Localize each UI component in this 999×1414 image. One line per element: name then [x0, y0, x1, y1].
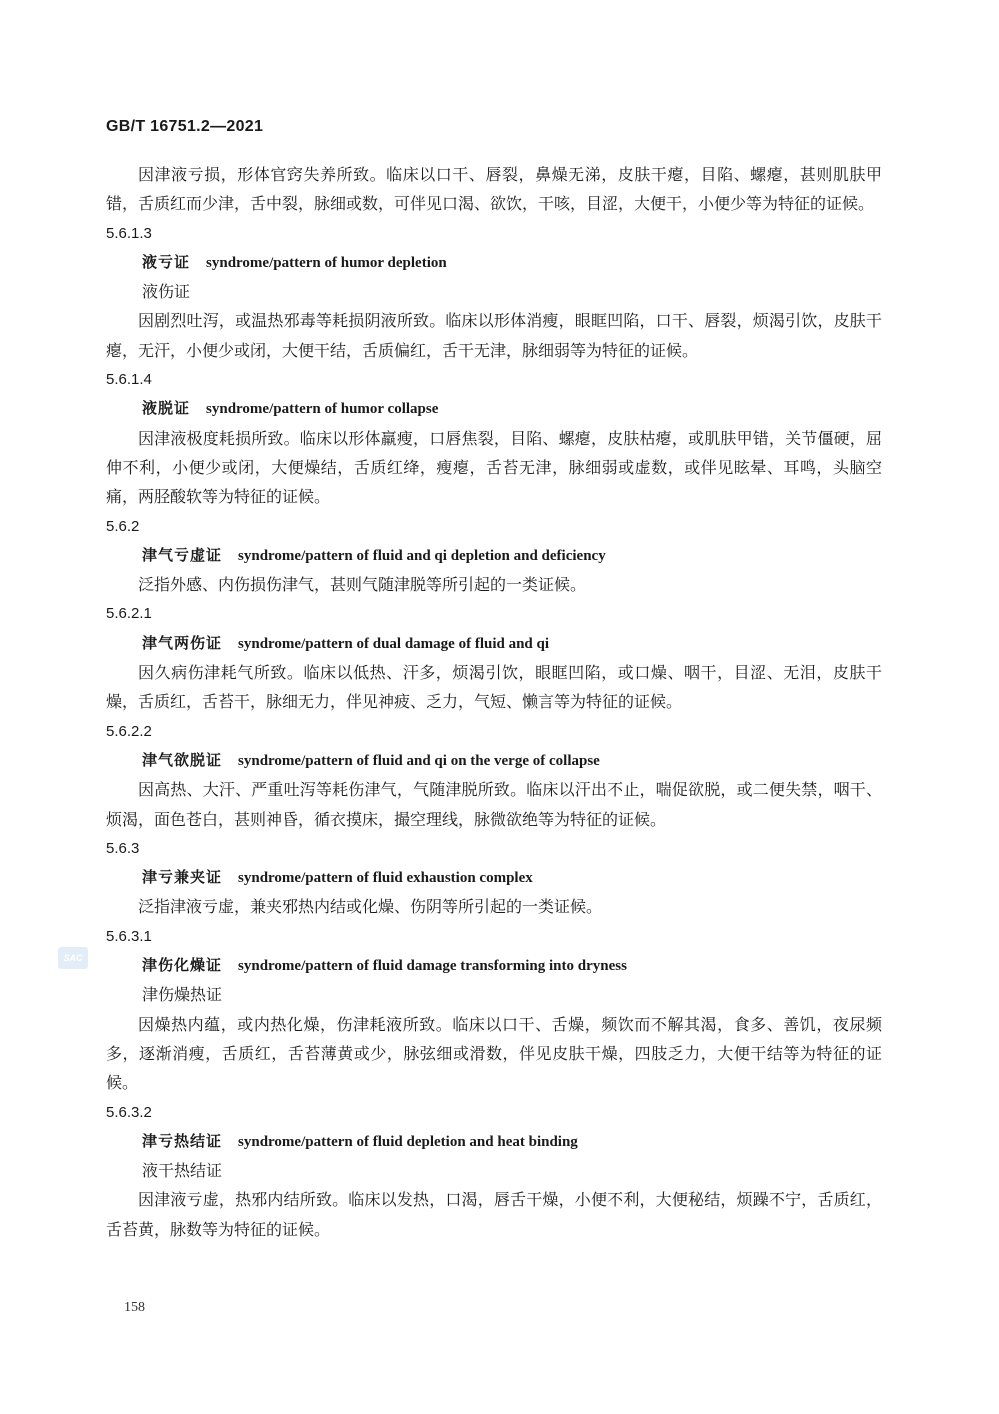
term-synonym: 津伤燥热证 [142, 985, 223, 1005]
entry [106, 365, 882, 511]
entry [106, 599, 882, 716]
term-definition: 泛指津液亏虚，兼夹邪热内结或化燥、伤阴等所引起的一类证候。 [138, 897, 603, 917]
term-en: syndrome/pattern of fluid damage transforming into dryness [238, 958, 627, 975]
term-en: syndrome/pattern of fluid and qi on the verge of collapse [238, 752, 600, 769]
clause-number: 5.6.2.2 [106, 722, 152, 740]
clause-number: 5.6.3.1 [106, 927, 152, 945]
term-definition: 因久病伤津耗气所致。临床以低热、汗多，烦渴引饮，眼眶凹陷，或口燥、咽干，目涩、无泪，皮肤干燥，舌质红，舌苔干，脉细无力，伴见神疲、乏力，气短、懒言等为特征的证候。 [106, 663, 882, 712]
clause-number: 5.6.2 [106, 517, 140, 535]
term-heading [106, 1127, 882, 1156]
clause-number: 5.6.3.2 [106, 1103, 152, 1121]
entry [106, 1098, 882, 1244]
entry [106, 219, 882, 365]
term-definition: 因高热、大汗、严重吐泻等耗伤津气，气随津脱所致。临床以汗出不止，喘促欲脱，或二便失禁，咽干、烦渴，面色苍白，甚则神昏，循衣摸床，撮空理线，脉微欲绝等为特征的证候。 [106, 780, 882, 829]
clause-number: 5.6.2.1 [106, 605, 152, 623]
term-en: syndrome/pattern of fluid depletion and heat binding [238, 1133, 578, 1150]
term-heading [106, 394, 882, 423]
page-number: 158 [124, 1300, 145, 1315]
intro-paragraph: 因津液亏损，形体官窍失养所致。临床以口干、唇裂，鼻燥无涕，皮肤干瘪，目陷、螺瘪，甚则肌肤甲错，舌质红而少津，舌中裂，脉细或数，可伴见口渴、欲饮，干咳，目涩，大便干，小便少等为特征的证候。 [106, 165, 882, 214]
term-zh: 津气欲脱证 [142, 750, 223, 769]
clause-number: 5.6.3 [106, 839, 140, 857]
entry [106, 512, 882, 600]
term-heading [106, 629, 882, 658]
term-en: syndrome/pattern of fluid exhaustion complex [238, 870, 533, 887]
clause-number: 5.6.1.4 [106, 371, 152, 389]
term-zh: 津亏热结证 [142, 1131, 223, 1150]
term-heading [106, 863, 882, 892]
term-en: syndrome/pattern of humor depletion [206, 254, 447, 271]
term-zh: 津气两伤证 [142, 633, 223, 652]
term-en: syndrome/pattern of fluid and qi depletion and deficiency [238, 547, 606, 564]
document-code: GB/T 16751.2—2021 [106, 118, 264, 135]
term-definition: 因津液亏虚，热邪内结所致。临床以发热，口渴，唇舌干燥，小便不利，大便秘结，烦躁不宁，舌质红，舌苔黄，脉数等为特征的证候。 [106, 1190, 882, 1239]
entry [106, 922, 882, 1098]
term-definition: 因燥热内蕴，或内热化燥，伤津耗液所致。临床以口干、舌燥，频饮而不解其渴，食多、善饥，夜尿频多，逐渐消瘦，舌质红，舌苔薄黄或少，脉弦细或滑数，伴见皮肤干燥，四肢乏力，大便干结等为特征的证候。 [106, 1014, 882, 1093]
term-heading [106, 951, 882, 980]
term-heading [106, 248, 882, 277]
term-definition: 泛指外感、内伤损伤津气，甚则气随津脱等所引起的一类证候。 [138, 575, 587, 595]
document-body [106, 160, 882, 1244]
entry [106, 717, 882, 834]
term-heading [106, 746, 882, 775]
term-zh: 津亏兼夹证 [142, 868, 223, 887]
term-en: syndrome/pattern of humor collapse [206, 401, 439, 418]
term-synonym: 液干热结证 [142, 1161, 223, 1181]
sac-watermark-stamp: SAC [58, 947, 88, 969]
term-en: syndrome/pattern of dual damage of fluid and qi [238, 635, 550, 652]
term-zh: 津气亏虚证 [142, 545, 223, 564]
entry [106, 834, 882, 922]
term-definition: 因剧烈吐泻，或温热邪毒等耗损阴液所致。临床以形体消瘦，眼眶凹陷，口干、唇裂，烦渴引饮，皮肤干瘪，无汗，小便少或闭，大便干结，舌质偏红，舌干无津，脉细弱等为特征的证候。 [106, 311, 882, 360]
term-zh: 液亏证 [142, 252, 191, 271]
term-zh: 津伤化燥证 [142, 956, 223, 975]
term-definition: 因津液极度耗损所致。临床以形体羸瘦，口唇焦裂，目陷、螺瘪，皮肤枯瘪，或肌肤甲错，关节僵硬，屈伸不利，小便少或闭，大便燥结，舌质红绛，瘦瘪，舌苔无津，脉细弱或虚数，或伴见眩晕、耳鸣，头脑空痛，两胫酸软等为特征的证候。 [106, 428, 882, 507]
term-synonym: 液伤证 [142, 282, 191, 302]
term-heading [106, 541, 882, 570]
clause-number: 5.6.1.3 [106, 224, 152, 242]
term-zh: 液脱证 [142, 399, 191, 418]
